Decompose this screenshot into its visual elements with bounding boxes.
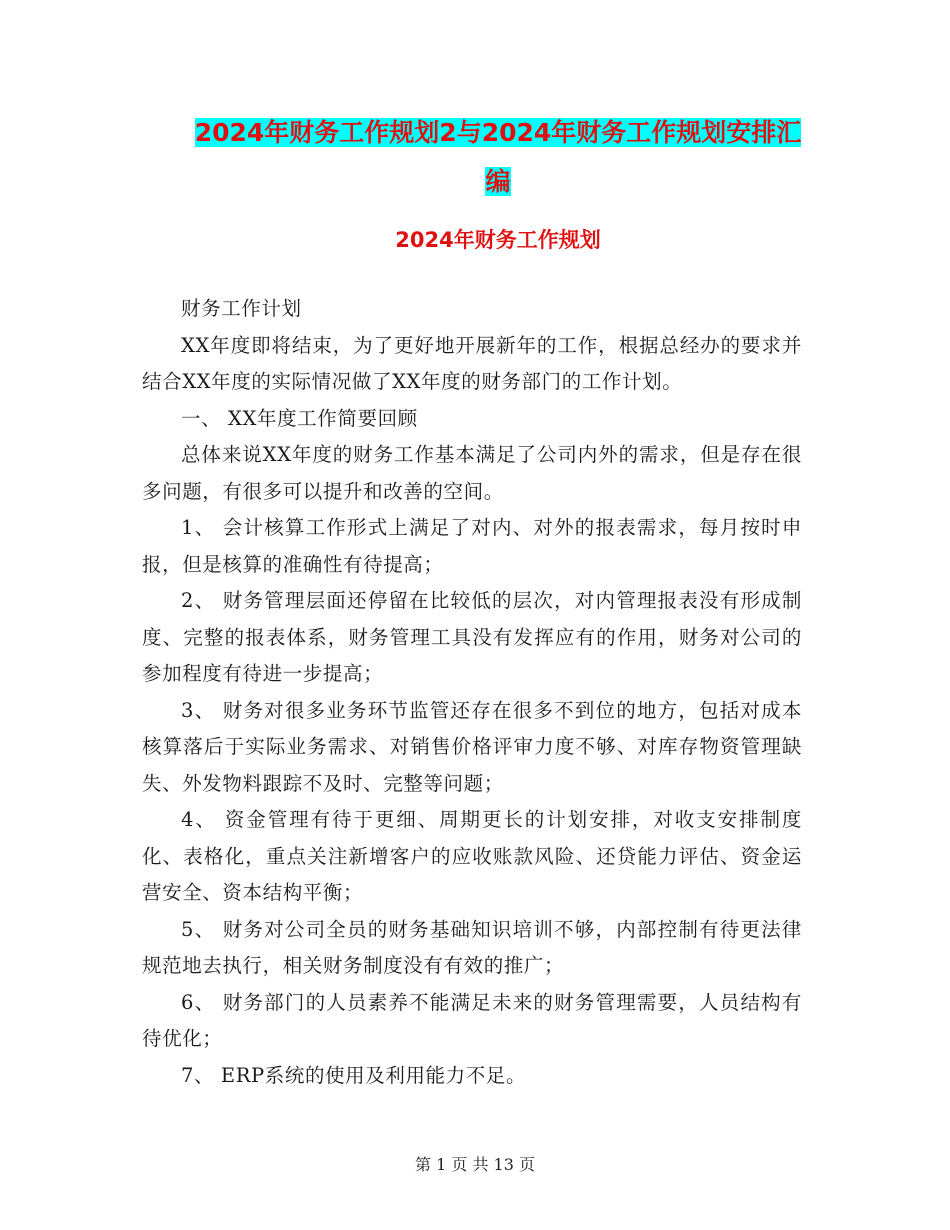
paragraph: 财务工作计划 (181, 297, 302, 320)
document-title (140, 108, 856, 206)
paragraph: XX年度即将结束，为了更好地开展新年的工作，根据总经办的要求并结合XX年度的实际情况做了XX年度的财务部门的工作计划。 (142, 333, 802, 393)
document-title-line1: 2024年财务工作规划2与2024年财务工作规划安排汇 (194, 118, 802, 147)
paragraph: 3、 财务对很多业务环节监管还存在很多不到位的地方，包括对成本核算落后于实际业务需求、对销售价格评审力度不够、对库存物资管理缺失、外发物料跟踪不及时、完整等问题； (142, 698, 802, 795)
paragraph: 4、 资金管理有待于更细、周期更长的计划安排，对收支安排制度化、表格化，重点关注新增客户的应收账款风险、还贷能力评估、资金运营安全、资本结构平衡； (142, 808, 802, 904)
paragraph: 1、 会计核算工作形式上满足了对内、对外的报表需求，每月按时申报，但是核算的准确性有待提高； (142, 516, 802, 576)
paragraph: 5、 财务对公司全员的财务基础知识培训不够，内部控制有待更法律规范地去执行，相关财务制度没有有效的推广； (142, 917, 802, 977)
document-title-line2: 编 (485, 167, 511, 196)
paragraph: 7、 ERP系统的使用及利用能力不足。 (181, 1063, 527, 1087)
paragraph: 6、 财务部门的人员素养不能满足未来的财务管理需要，人员结构有待优化； (142, 990, 802, 1050)
section-title: 2024年财务工作规划 (395, 228, 601, 252)
document-body (142, 291, 802, 1094)
paragraph: 2、 财务管理层面还停留在比较低的层次，对内管理报表没有形成制度、完整的报表体系，财务管理工具没有发挥应有的作用，财务对公司的参加程度有待进一步提高； (142, 589, 802, 685)
paragraph: 总体来说XX年度的财务工作基本满足了公司内外的需求，但是存在很多问题，有很多可以提升和改善的空间。 (142, 443, 802, 503)
paragraph: 一、 XX年度工作简要回顾 (181, 406, 418, 430)
page-footer: 第 1 页 共 13 页 (415, 1155, 535, 1174)
